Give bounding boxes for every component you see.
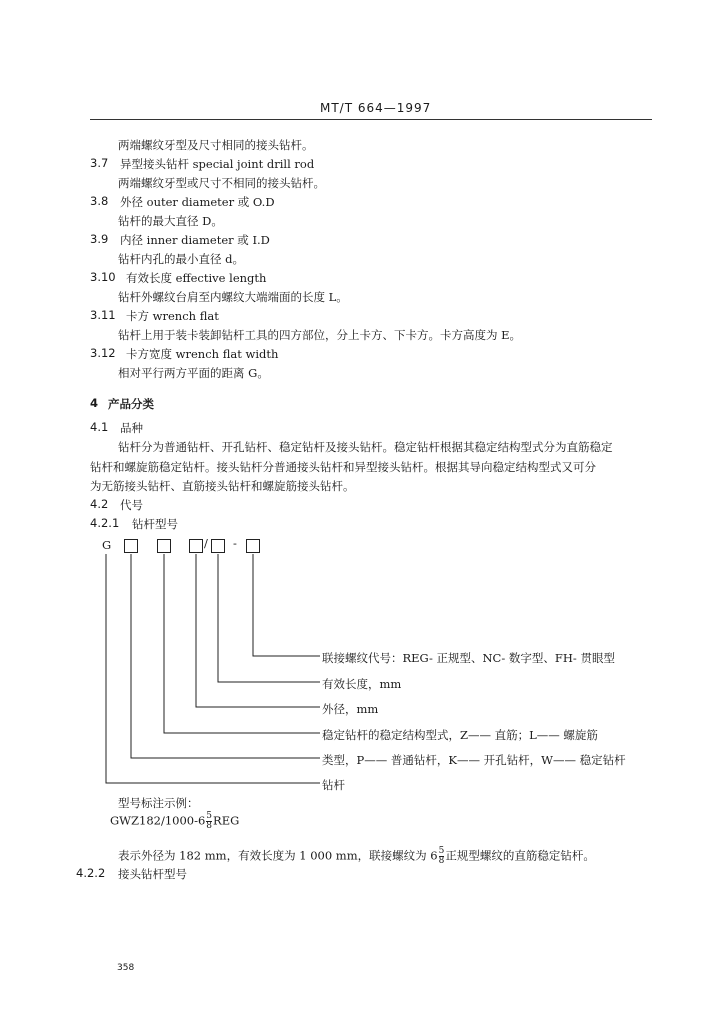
page-number: 358	[117, 963, 135, 973]
section-3-9-title: 内径 inner diameter 或 I.D	[120, 233, 270, 247]
section-3-8-title: 外径 outer diameter 或 O.D	[120, 195, 275, 209]
label-effective-length: 有效长度，mm	[322, 677, 402, 691]
example-code-fraction	[206, 812, 212, 831]
section-3-7-body: 两端螺纹牙型或尺寸不相同的接头钻杆。	[118, 176, 325, 190]
section-3-9-body: 钻杆内孔的最小直径 d。	[118, 252, 245, 266]
page-header: MT/T 664—1997	[320, 101, 432, 115]
section-4-2-1-title: 钻杆型号	[132, 517, 178, 531]
section-3-11-number: 3.11	[90, 308, 116, 322]
example-desc-prefix: 表示外径为 182 mm，有效长度为 1 000 mm，联接螺纹为 6	[118, 848, 438, 863]
section-3-12-body: 相对平行两方平面的距离 G。	[118, 366, 269, 380]
section-3-10-title: 有效长度 effective length	[126, 271, 267, 285]
desc-fraction-denominator: 8	[438, 856, 445, 866]
example-desc-suffix: 正规型螺纹的直筋稳定钻杆。	[445, 848, 595, 863]
section-4-2-2-title: 接头钻杆型号	[118, 867, 187, 881]
example-title: 型号标注示例：	[118, 796, 199, 810]
example-code-suffix: REG	[213, 813, 240, 828]
section-3-9-number: 3.9	[90, 232, 109, 246]
section-4-2-title: 代号	[120, 498, 143, 512]
section-3-8-number: 3.8	[90, 194, 109, 208]
label-thread-code: 联接螺纹代号：REG- 正规型、NC- 数字型、FH- 贯眼型	[322, 651, 615, 665]
section-4-1-line2: 钻杆和螺旋筋稳定钻杆。接头钻杆分普通接头钻杆和异型接头钻杆。根据其导向稳定结构型式又可分	[90, 460, 596, 474]
section-3-8-body: 钻杆的最大直径 D。	[118, 214, 223, 228]
section-4-number: 4	[90, 396, 99, 410]
example-code	[110, 812, 239, 831]
label-stabilizer-structure: 稳定钻杆的稳定结构型式，Z—— 直筋；L—— 螺旋筋	[322, 728, 598, 742]
section-3-10-body: 钻杆外螺纹台肩至内螺纹大端端面的长度 L。	[118, 290, 348, 304]
section-4-2-number: 4.2	[90, 497, 109, 511]
label-rod-type: 类型，P—— 普通钻杆，K—— 开孔钻杆，W—— 稳定钻杆	[322, 753, 626, 767]
section-3-11-body: 钻杆上用于装卡装卸钻杆工具的四方部位，分上卡方、下卡方。卡方高度为 E。	[118, 328, 522, 342]
section-3-7-number: 3.7	[90, 156, 109, 170]
section-4-2-2-number: 4.2.2	[76, 866, 106, 880]
section-4-1-title: 品种	[120, 421, 143, 435]
example-description	[118, 847, 595, 866]
section-4-2-1-number: 4.2.1	[90, 516, 120, 530]
section-3-12-title: 卡方宽度 wrench flat width	[126, 347, 279, 361]
code-dash: -	[233, 536, 237, 550]
section-3-10-number: 3.10	[90, 270, 116, 284]
fraction-numerator: 5	[206, 811, 213, 821]
fraction-denominator: 8	[206, 821, 213, 831]
code-slash: /	[204, 536, 208, 550]
section-3-11-title: 卡方 wrench flat	[126, 309, 219, 323]
example-code-prefix: GWZ182/1000-6	[110, 813, 206, 828]
label-drill-rod: 钻杆	[322, 778, 345, 792]
section-3-7-title: 异型接头钻杆 special joint drill rod	[120, 157, 315, 171]
label-outer-diameter: 外径，mm	[322, 702, 379, 716]
section-4-1-line3: 为无筋接头钻杆、直筋接头钻杆和螺旋筋接头钻杆。	[90, 479, 355, 493]
example-desc-fraction	[439, 847, 445, 866]
section-4-1-line1: 钻杆分为普通钻杆、开孔钻杆、稳定钻杆及接头钻杆。稳定钻杆根据其稳定结构型式分为直筋稳定	[118, 440, 613, 454]
section-4-1-number: 4.1	[90, 420, 109, 434]
continuation-line: 两端螺纹牙型及尺寸相同的接头钻杆。	[118, 138, 314, 152]
section-3-12-number: 3.12	[90, 346, 116, 360]
desc-fraction-numerator: 5	[438, 846, 445, 856]
code-prefix-g: G	[102, 538, 112, 552]
section-4-title: 产品分类	[108, 397, 154, 411]
